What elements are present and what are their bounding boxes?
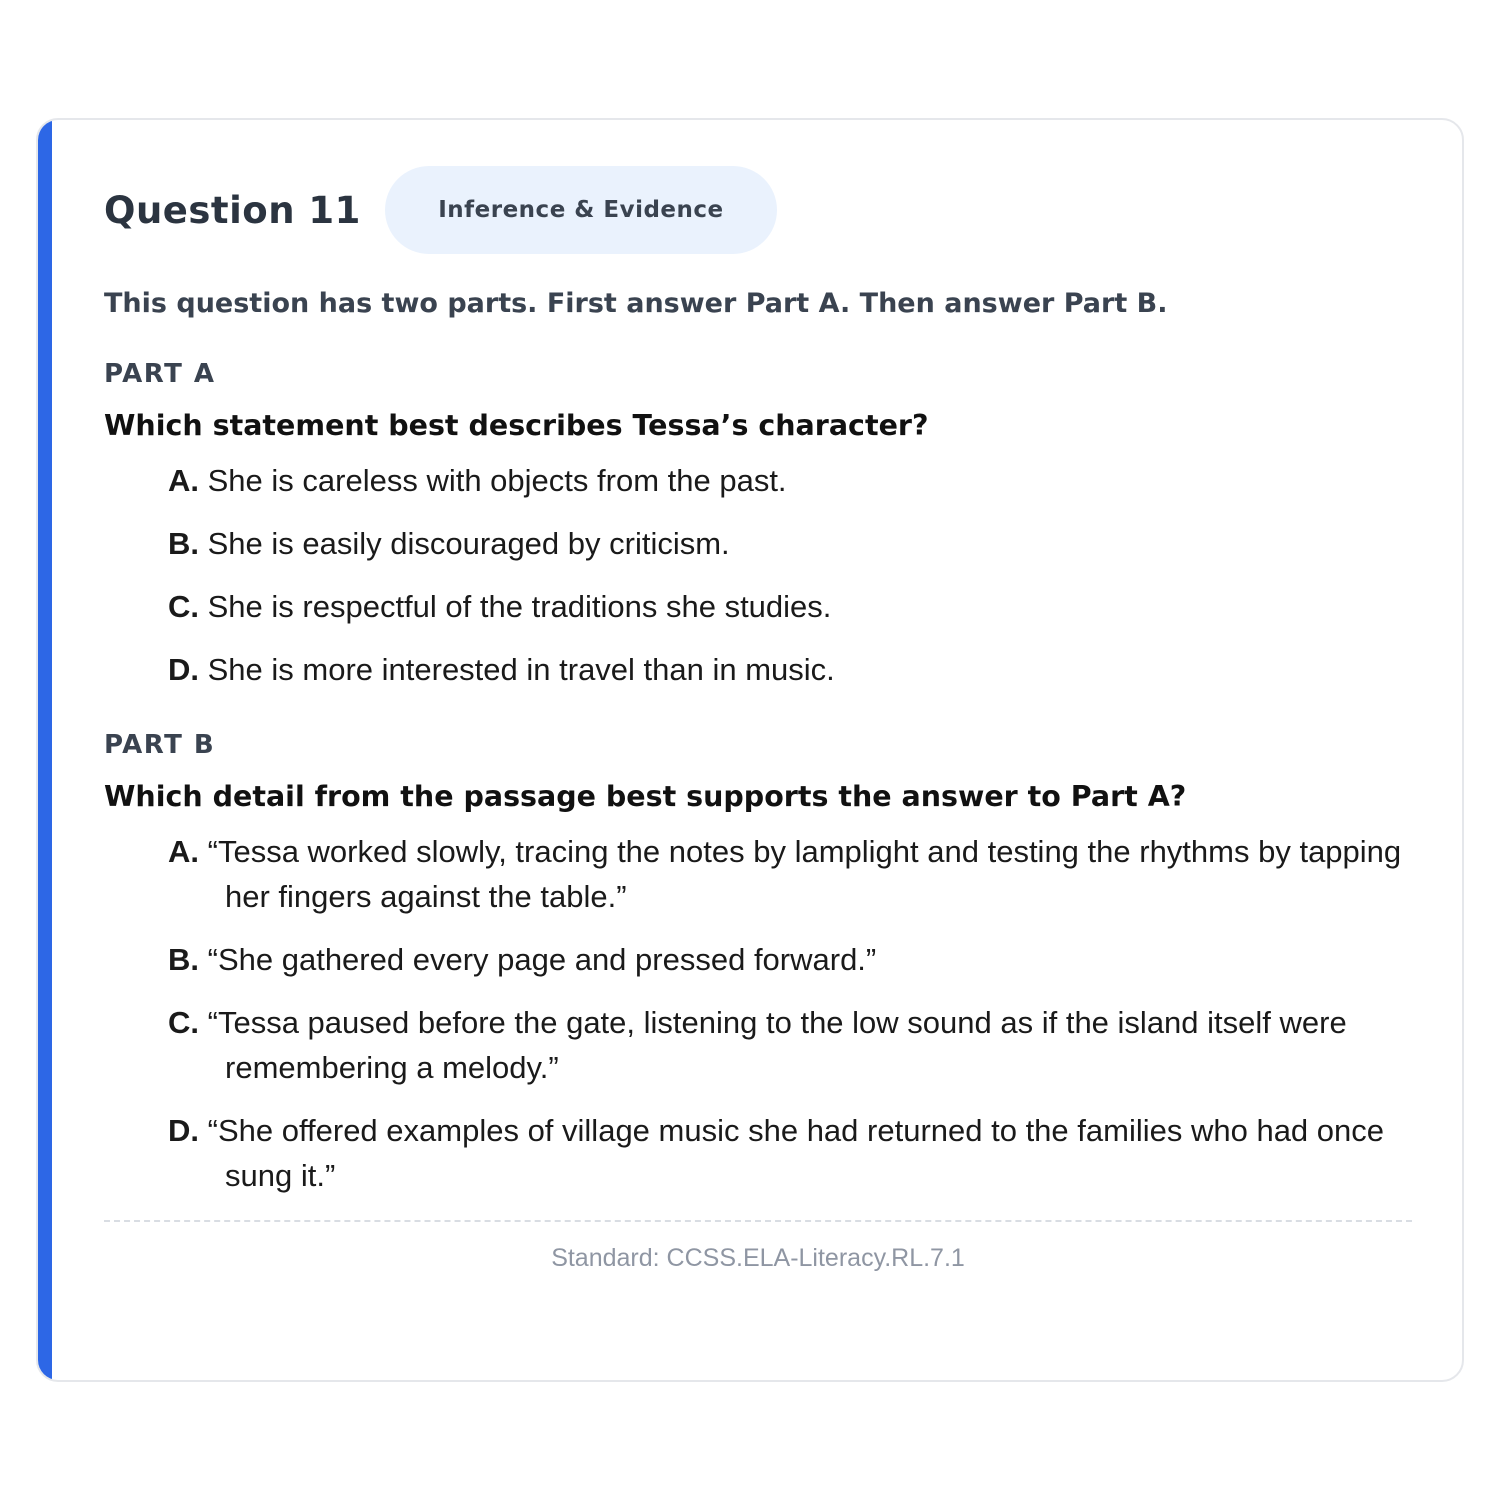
option-text: She is more interested in travel than in music.	[207, 652, 835, 687]
option-letter: A.	[168, 834, 199, 869]
part-a-option-b[interactable]	[168, 521, 1412, 566]
option-text: She is easily discouraged by criticism.	[207, 526, 730, 561]
standard-label: Standard: CCSS.ELA-Literacy.RL.7.1	[551, 1244, 965, 1272]
part-b-option-a[interactable]	[168, 829, 1412, 919]
option-letter: D.	[168, 652, 199, 687]
part-b-label: PART B	[104, 730, 216, 760]
part-a-option-c[interactable]	[168, 584, 1412, 629]
question-card	[36, 118, 1464, 1382]
part-b-option-b[interactable]	[168, 937, 1412, 982]
option-text: She is careless with objects from the past.	[207, 463, 787, 498]
footer-divider	[104, 1220, 1412, 1222]
option-text: “She gathered every page and pressed forward.”	[207, 942, 877, 977]
option-text: “Tessa worked slowly, tracing the notes by lamplight and testing the rhythms by tapping her fingers against the table.”	[207, 834, 1402, 914]
option-letter: C.	[168, 1005, 199, 1040]
part-b-option-d[interactable]	[168, 1108, 1412, 1198]
part-b-question: Which detail from the passage best supports the answer to Part A?	[104, 780, 1187, 813]
question-content	[104, 166, 1412, 1273]
option-text: She is respectful of the traditions she studies.	[207, 589, 832, 624]
part-b-options	[104, 829, 1412, 1198]
option-text: “Tessa paused before the gate, listening to the low sound as if the island itself were remembering a melody.”	[207, 1005, 1347, 1085]
part-a-label: PART A	[104, 359, 216, 389]
option-letter: A.	[168, 463, 199, 498]
accent-bar	[38, 120, 52, 1380]
skill-tag: Inference & Evidence	[385, 166, 777, 254]
option-text: “She offered examples of village music she had returned to the families who had once sung it.”	[207, 1113, 1385, 1193]
option-letter: B.	[168, 526, 199, 561]
part-a-question: Which statement best describes Tessa’s character?	[104, 409, 929, 442]
question-instructions: This question has two parts. First answer Part A. Then answer Part B.	[104, 288, 1168, 319]
option-letter: D.	[168, 1113, 199, 1148]
question-header	[104, 166, 1412, 254]
question-title: Question 11	[104, 188, 361, 232]
part-a-option-a[interactable]	[168, 458, 1412, 503]
part-b-option-c[interactable]	[168, 1000, 1412, 1090]
part-a-options	[104, 458, 1412, 692]
part-a-option-d[interactable]	[168, 647, 1412, 692]
option-letter: B.	[168, 942, 199, 977]
option-letter: C.	[168, 589, 199, 624]
